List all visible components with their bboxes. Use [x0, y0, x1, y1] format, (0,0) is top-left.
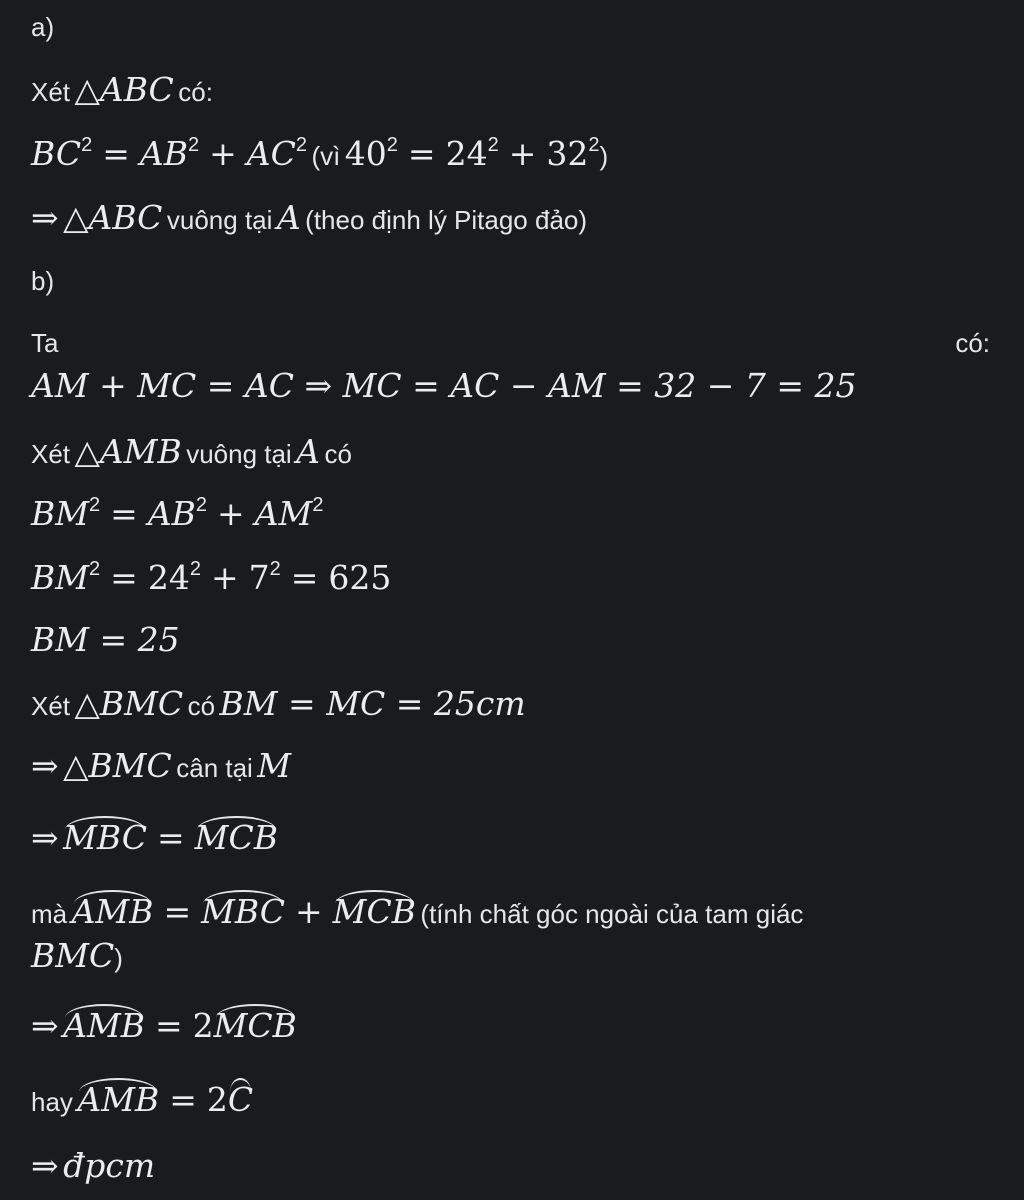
line-right-triangle-conclusion: ⇒ △ABC vuông tại A (theo định lý Pitago đảo)	[31, 198, 588, 237]
line-bmc-close: BMC)	[31, 936, 123, 975]
line-dpcm: ⇒ đpcm	[31, 1146, 156, 1185]
equation-bm-squared: $BM^2 = AB^2 + AM^2$	[31, 494, 324, 533]
equation-bm: BM = 25	[31, 620, 180, 659]
line-exterior-angle: mà AMB = MBC + MCB (tính chất góc ngoài của tam giác	[31, 892, 804, 931]
equation-bm-value-squared: $BM^2 = 24^2 + 7^2 = 625$	[31, 558, 392, 597]
part-a-label: a)	[31, 12, 55, 42]
line-ta-co: Ta có:	[31, 328, 990, 358]
part-b-label: b)	[31, 266, 55, 296]
line-consider-amb: Xét △AMB vuông tại A có	[31, 432, 352, 471]
line-hay: hay AMB = 2C	[31, 1080, 254, 1119]
line-isosceles: ⇒ △BMC cân tại M	[31, 746, 292, 785]
equation-pythagoras-abc: $BC^2 = AB^2 + AC^2$ (vì $40^2 = 24^2 + 32^2$)	[31, 134, 609, 173]
equation-mc: AM + MC = AC ⇒ MC = AC − AM = 32 − 7 = 25	[31, 366, 857, 405]
line-consider-abc: Xét △ABC có:	[31, 70, 213, 109]
line-equal-angles: ⇒ MBC = MCB	[31, 818, 278, 857]
line-consider-bmc: Xét △BMC có BM = MC = 25cm	[31, 684, 526, 723]
line-amb-double: ⇒ AMB = 2MCB	[31, 1006, 297, 1045]
